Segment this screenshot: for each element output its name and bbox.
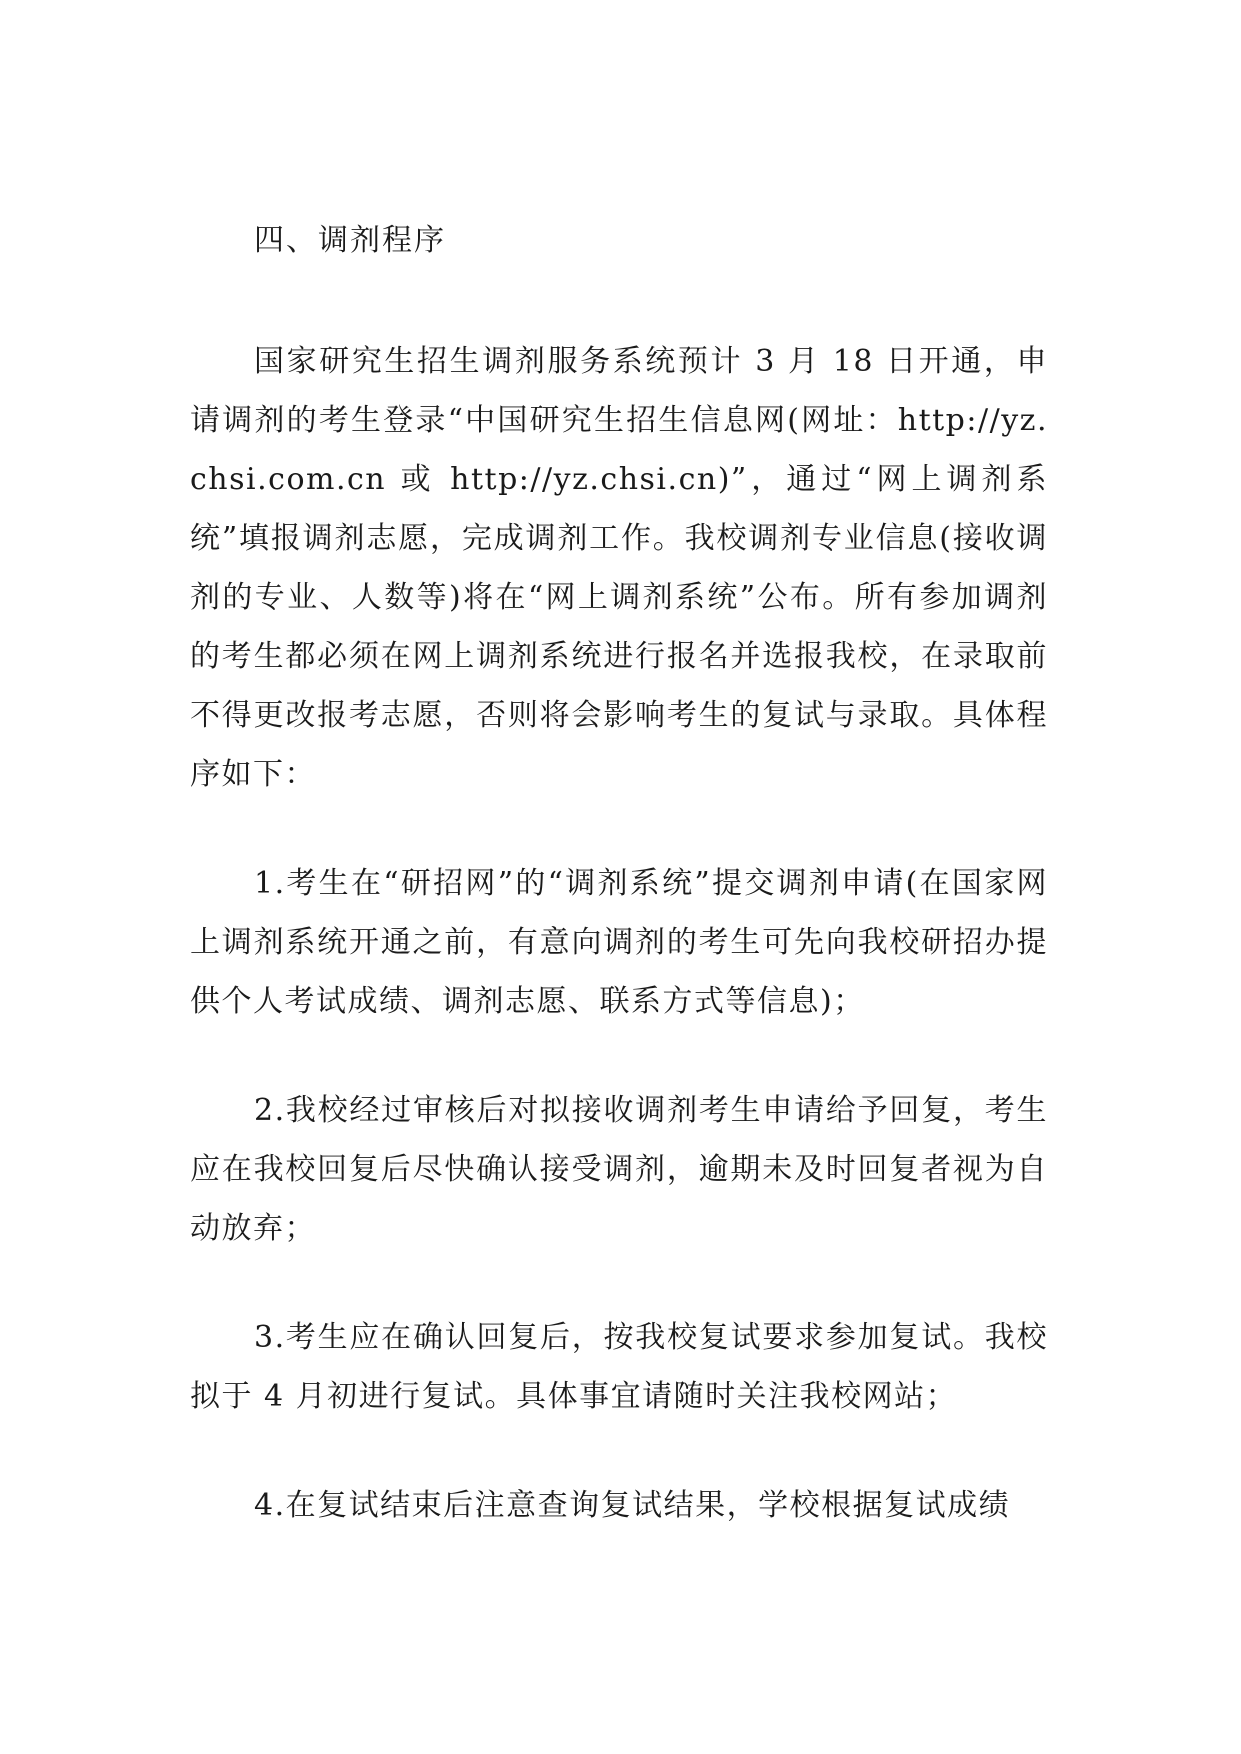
paragraph-step-3: 3.考生应在确认回复后，按我校复试要求参加复试。我校拟于 4 月初进行复试。具体事宜请随时关注我校网站； [190,1320,1048,1414]
paragraph-step-2: 2.我校经过审核后对拟接收调剂考生申请给予回复，考生应在我校回复后尽快确认接受调剂，逾期未及时回复者视为自动放弃； [190,1093,1048,1246]
paragraph-intro: 国家研究生招生调剂服务系统预计 3 月 18 日开通，申请调剂的考生登录“中国研究生招生信息网(网址：http://yz.chsi.com.cn 或 http://yz.chsi.cn)”，通过“网上调剂系统”填报调剂志愿，完成调剂工作。我校调剂专业信息(接收调剂的专业、人数等)将在“网上调剂系统”公布。所有参加调剂的考生都必须在网上调剂系统进行报名并选报我校，在录取前不得更改报考志愿，否则将会影响考生的复试与录取。具体程序如下： [190,344,1048,792]
spacer [190,804,1048,854]
spacer [190,270,1048,332]
spacer [190,1031,1048,1081]
document-body [190,212,1048,1535]
paragraph-step-4: 4.在复试结束后注意查询复试结果，学校根据复试成绩 [254,1488,1011,1523]
spacer [190,1426,1048,1476]
section-heading: 四、调剂程序 [254,223,446,258]
spacer [190,1258,1048,1308]
paragraph-step-1: 1.考生在“研招网”的“调剂系统”提交调剂申请(在国家网上调剂系统开通之前，有意向调剂的考生可先向我校研招办提供个人考试成绩、调剂志愿、联系方式等信息)； [190,866,1048,1019]
